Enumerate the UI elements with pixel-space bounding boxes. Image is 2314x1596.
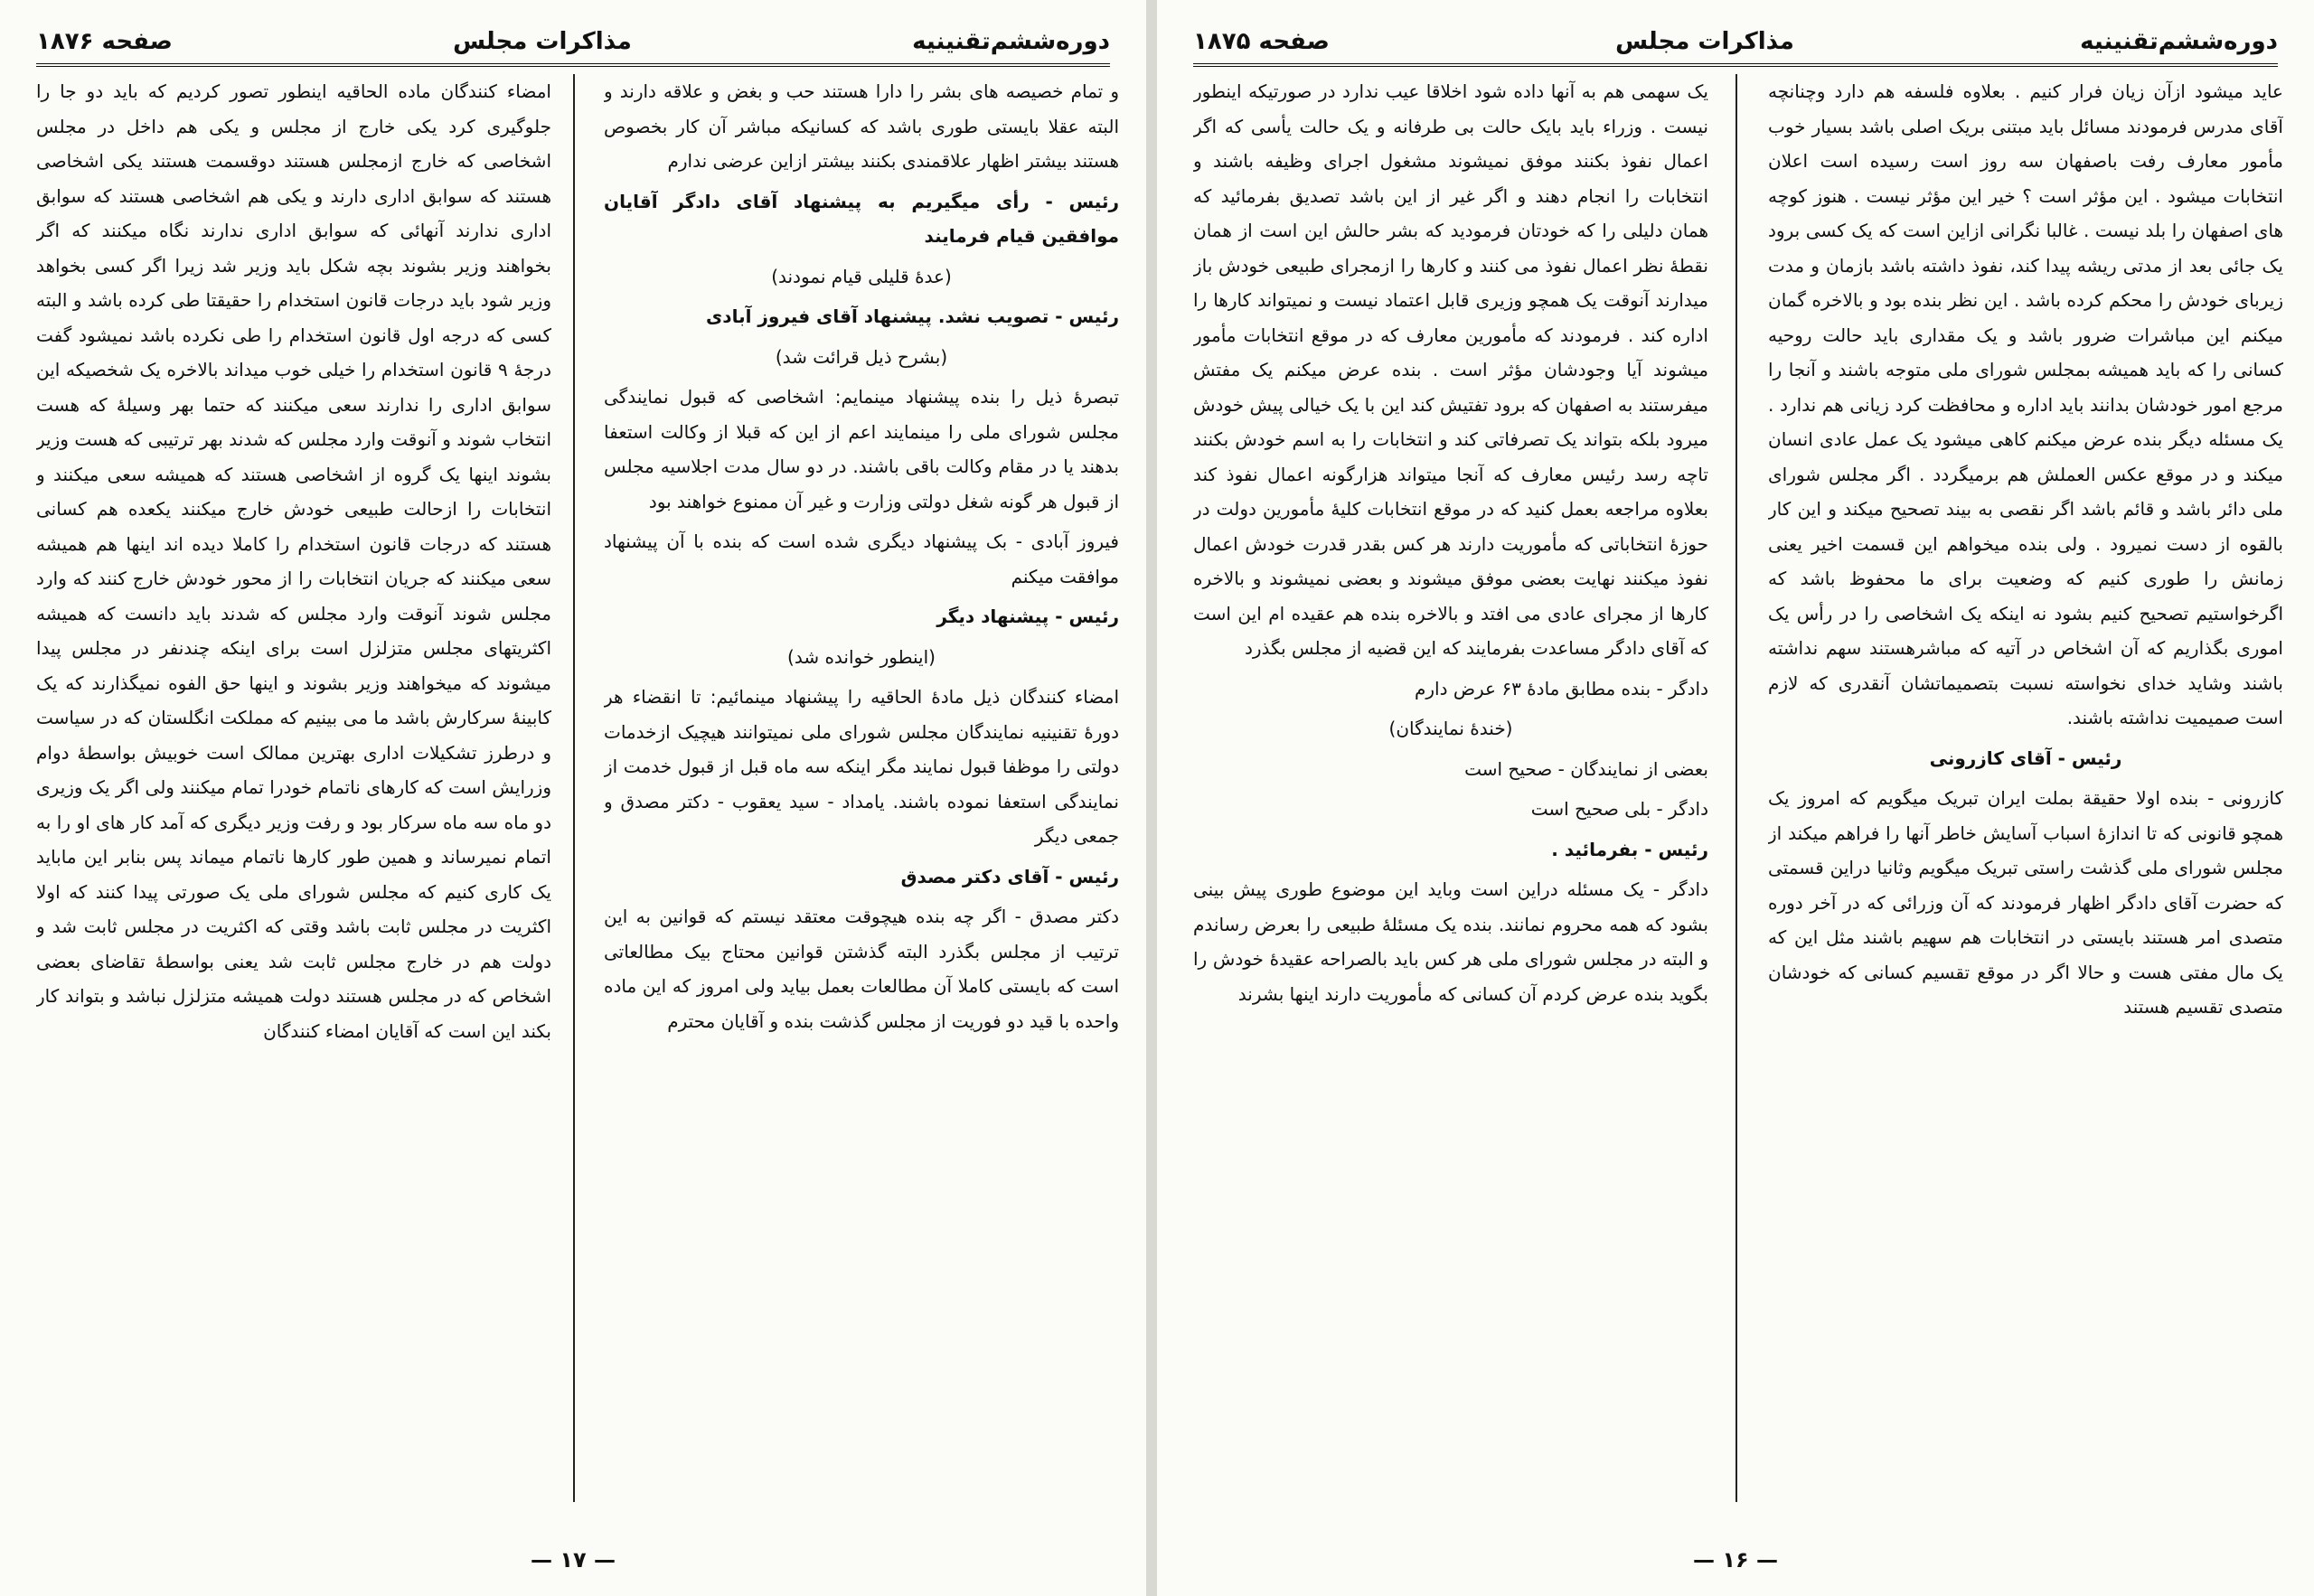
speaker-line: رئیس - بفرمائید . xyxy=(1551,838,1708,860)
header-title: مذاکرات مجلس xyxy=(1615,28,1794,55)
stage-direction: (عدۀ قلیلی قیام نمودند) xyxy=(771,265,952,287)
header-title: مذاکرات مجلس xyxy=(453,28,632,55)
column-divider xyxy=(1736,74,1737,1502)
paragraph: و تمام خصیصه های بشر را دارا هستند حب و بغض و علاقه دارند و البته عقلا بایستی طوری باشد که کسانیکه مباشر آن کار بخصوص هستند بیشتر اظهار علاقمندی بکنند بیشتر ازاین عرضی ندارم xyxy=(604,80,1119,172)
paragraph: عاید میشود ازآن زیان فرار کنیم . بعلاوه فلسفه هم دارد وچنانچه آقای مدرس فرمودند مسائل باید مبتنی بریک اصلی باشد بسیار خوب مأمور معارف رفت باصفهان سه روز است رسیده است اعلان انتخابات میشود . این مؤثر است ؟ خیر این مؤثر نیست . هنوز کوچه های اصفهان را بلد نیست . غالبا نگرانی ازاین است که یک کسی برود یک جائی بعد از مدتی ریشه پیدا کند، نفوذ داشته باشد بازمان و مدت زیربای خودش را محکم کرده باشد . این نظر بنده بود و بالاخره گمان میکنم این مباشرات ضرور باشد و یک مقداری باید حالت روحیه کسانی را که باید همیشه بمجلس شورای ملی متوجه باشند و آنجا را مرجع امور خودشان بدانند باید اداره و محافظت کرد زیانی هم ندارد . یک مسئله دیگر بنده عرض میکنم کاهی میشود یک عمل عادی انسان میکند و در موقع عکس العملش هم برمیگردد . اگر مجلس شورای ملی دائر باشد و قائم باشد اگر نقصی به بیند تصحیح میکند و این کار بالقوه از دست نمیرود . ولی بنده میخواهم این قسمت اخیر یعنی زمانش را طوری کنیم که وضعیت برای ما محفوظ باشد که اگرخواستیم تصحیح کنیم بشود نه اینکه یک اشخاصی را در رأس یک اموری بگذاریم که آن اشخاص در آتیه که مباشرهستند سهم نداشته باشند وشاید خدای نخواسته نسبت بتصمیماتشان آنقدری که لازم است صمیمیت نداشته باشند. xyxy=(1768,80,2283,728)
paragraph: امضاء کنندگان ذیل مادۀ الحاقیه را پیشنهاد مینمائیم: تا انقضاء هر دورۀ تقنینیه نمایندگان مجلس شورای ملی نمیتوانند هیچیک ازخدمات دولتی را موظفا قبول نمایند مگر اینکه سه ماه قبل از قبول خدمت از نمایندگی استعفا نموده باشند. یامداد - سید یعقوب - دکتر مصدق و جمعی دیگر xyxy=(604,686,1119,847)
paragraph: فیروز آبادی - بک پیشنهاد دیگری شده است که بنده با آن پیشنهاد موافقت میکنم xyxy=(604,530,1119,587)
page-header xyxy=(1193,23,2278,60)
speaker-line: رئیس - آقای دکتر مصدق xyxy=(900,865,1119,887)
paragraph: دادگر - بلی صحیح است xyxy=(1530,798,1708,820)
session-label: دوره‌ششم‌تقنینیه xyxy=(2080,28,2278,55)
page-1876 xyxy=(0,0,1146,1596)
speaker-line: رئیس - پیشنهاد دیگر xyxy=(936,606,1119,627)
paragraph: یک سهمی هم به آنها داده شود اخلاقا عیب ندارد در صورتیکه اینطور نیست . وزراء باید بایک حالت بی طرفانه و یک حالت یأسی که اگر اعمال نفوذ بکنند موفق نمیشوند مشغول اجرای وظیفه باشند و انتخابات را انجام دهند و اگر غیر از این باشد تصدیق بفرمائید که همان دلیلی را که خودتان فرمودید که بشر حالش این است از همان نقطۀ نظر اعمال نفوذ می کنند و کارها را ازمجرای طبیعی خودش باز میدارند آنوقت یک همچو وزیری قابل اعتماد نیست و نمیتواند کارها را اداره کند . فرمودند که مأمورین معارف که در موقع انتخابات مأمور میشوند آیا وجودشان مؤثر است . بنده عرض میکنم یک مفتش میفرستند به اصفهان که برود تفتیش کند این با یک خیالی پیش خودش میرود بلکه بتواند یک تصرفاتی کند و انتخابات را به اسم خودش بکنند تاچه رسد رئیس معارف که آنجا میتواند هزارگونه اعمال نفوذ کند بعلاوه مراجعه بعمل کنید که در موقع انتخابات کلیۀ مأمورین دولت در حوزۀ انتخاباتی که مأموریت دارند هر کس بقدر قدرت خودش اعمال نفوذ میکنند نهایت بعضی موفق میشوند و بعضی نمیشوند و بالاخره کارها از مجرای عادی می افتد و بالاخره بنده هم عقیده ام این است که آقای دادگر مساعدت بفرمایند که این قضیه از مجلس بگذرد xyxy=(1193,80,1708,659)
text-column-left xyxy=(36,74,551,1502)
paragraph: کازرونی - بنده اولا حقیقة بملت ایران تبریک میگویم که امروز یک همچو قانونی که تا اندازۀ اسباب آسایش خاطر آنها را فراهم میکند از مجلس شورای ملی گذشت راستی تبریک میگویم وثانیا دراین قسمتی که حضرت آقای دادگر اظهار فرمودند که آن وزرائی که در آخر دوره متصدی امر هستند بایستی در انتخابات هم سهیم باشند مثل این که یک مال مفتی هست و حالا اگر در موقع تقسیم کسانی که خودشان متصدی تقسیم هستند xyxy=(1768,787,2283,1018)
speaker-line: رئیس - رأی میگیریم به پیشنهاد آقای دادگر آقایان موافقین قیام فرمایند xyxy=(604,190,1119,247)
paragraph: تبصرۀ ذیل را بنده پیشنهاد مینمایم: اشخاصی که قبول نمایندگی مجلس شورای ملی را مینمایند اعم از این که قبلا از وکالت استعفا بدهند یا در مقام وکالت باقی باشند. در دو سال مدت اجلاسیه مجلس از قبول هر گونه شغل دولتی وزارت و غیر آن ممنوع خواهند بود xyxy=(604,386,1119,512)
session-label: دوره‌ششم‌تقنینیه xyxy=(912,28,1110,55)
text-column-right xyxy=(1768,74,2283,1502)
stage-direction: (بشرح ذیل قرائت شد) xyxy=(775,345,948,368)
page-footer: — ۱۶ — xyxy=(1692,1547,1778,1573)
speaker-line: رئیس - آقای کازرونی xyxy=(1929,746,2122,769)
paragraph: دادگر - بنده مطابق مادۀ ۶۳ عرض دارم xyxy=(1414,677,1708,699)
page-1875 xyxy=(1157,0,2314,1596)
page-number-label: صفحه ۱۸۷۵ xyxy=(1193,28,1330,55)
speaker-line: رئیس - تصویب نشد. پیشنهاد آقای فیروز آبادی xyxy=(705,305,1119,327)
paragraph: دکتر مصدق - اگر چه بنده هیچوقت معتقد نیستم که قوانین به این ترتیب از مجلس بگذرد البته گذشتن قوانین محتاج بیک مطالعاتی است که بایستی کاملا آن مطالعات بعمل بیاید ولی امروز که این ماده واحده با قید دو فوریت از مجلس گذشت بنده و آقایان محترم xyxy=(604,906,1119,1032)
header-rule xyxy=(1193,63,2278,67)
paragraph: دادگر - یک مسئله دراین است وباید این موضوع طوری پیش بینی بشود که همه محروم نمانند. بنده یک مسئلۀ طبیعی را بعرض رساندم و البته در مجلس شورای ملی هر کس باید بالصراحه عقیدۀ خودش را بگوید بنده عرض کردم آن کسانی که مأموریت دارند اینها بشرند xyxy=(1193,878,1708,1005)
text-column-right xyxy=(604,74,1119,1502)
stage-direction: (اینطور خوانده شد) xyxy=(787,645,936,668)
page-number-label: صفحه ۱۸۷۶ xyxy=(36,28,173,55)
header-rule xyxy=(36,63,1110,67)
paragraph: بعضی از نمایندگان - صحیح است xyxy=(1464,757,1708,780)
book-gutter xyxy=(1146,0,1157,1596)
page-footer: — ۱۷ — xyxy=(530,1547,616,1573)
column-divider xyxy=(573,74,575,1502)
paragraph: امضاء کنندگان ماده الحاقیه اینطور تصور کردیم که باید دو جا را جلوگیری کرد یکی خارج از مجلس و یکی هم داخل در مجلس اشخاصی که خارج ازمجلس هستند دوقسمت هستند یکی اشخاصی هستند که سوابق اداری دارند و یکی هم اشخاصی هستند که سوابق اداری ندارند آنهائی که سوابق اداری ندارند نگاه میکنند که اگر بخواهند وزیر بشوند بچه شکل باید وزیر شد زیرا اگر کسی بخواهد وزیر شود باید درجات قانون استخدام را حقیقتا طی کرده باشد و البته کسی که درجه اول قانون استخدام را طی نکرده باشد نمیشود گفت درجۀ ۹ قانون استخدام را خیلی خوب میداند بالاخره یک شخصیکه این سوابق اداری را ندارند سعی میکنند که حتما بهر وسیلۀ که هست انتخاب شوند و آنوقت وارد مجلس که شدند بهر ترتیبی که هست وزیر بشوند اینها یک گروه از اشخاصی هستند که همیشه سعی میکنند و انتخابات را ازحالت طبیعی خودش خارج میکنند یکعده هم کسانی هستند که درجات قانون استخدام را کاملا دیده اند اینها هم همیشه سعی میکنند که جریان انتخابات را از محور خودش خارج کنند که وارد مجلس شوند آنوقت وارد مجلس که شدند باید دانست که همیشه اکثریتهای مجلس متزلزل است برای اینکه چندنفر در مجلس پیدا میشوند که میخواهند وزیر بشوند و اینها حق الفوه نمیگذارند که یک کابینۀ سرکارش باشد ما می بینیم که مملکت انگلستان که در سیاست و درطرز تشکیلات اداری بهترین ممالک است خوبیش بواسطۀ دوام وزرایش است که کارهای ناتمام خودرا تمام میکنند ولی اگر یک وزیری دو ماه سه ماه سرکار بود و رفت وزیر دیگری که آمد کار های او را به اتمام نمیرساند و همین طور کارها ناتمام میماند پس بنابر این ماباید یک کاری کنیم که مجلس شورای ملی یک صورتی پیدا کنند که اولا اکثریت در مجلس ثابت باشد وقتی که اکثریت در مجلس ثابت شد و دولت هم در خارج مجلس ثابت شد یعنی بواسطۀ تقاضای بعضی اشخاص که در مجلس هستند دولت همیشه متزلزل نباشد و بتواند کار بکند این است که آقایان امضاء کنندگان xyxy=(36,80,551,1042)
page-header xyxy=(36,23,1110,60)
text-column-left xyxy=(1193,74,1708,1502)
stage-direction: (خندۀ نمایندگان) xyxy=(1388,718,1513,739)
